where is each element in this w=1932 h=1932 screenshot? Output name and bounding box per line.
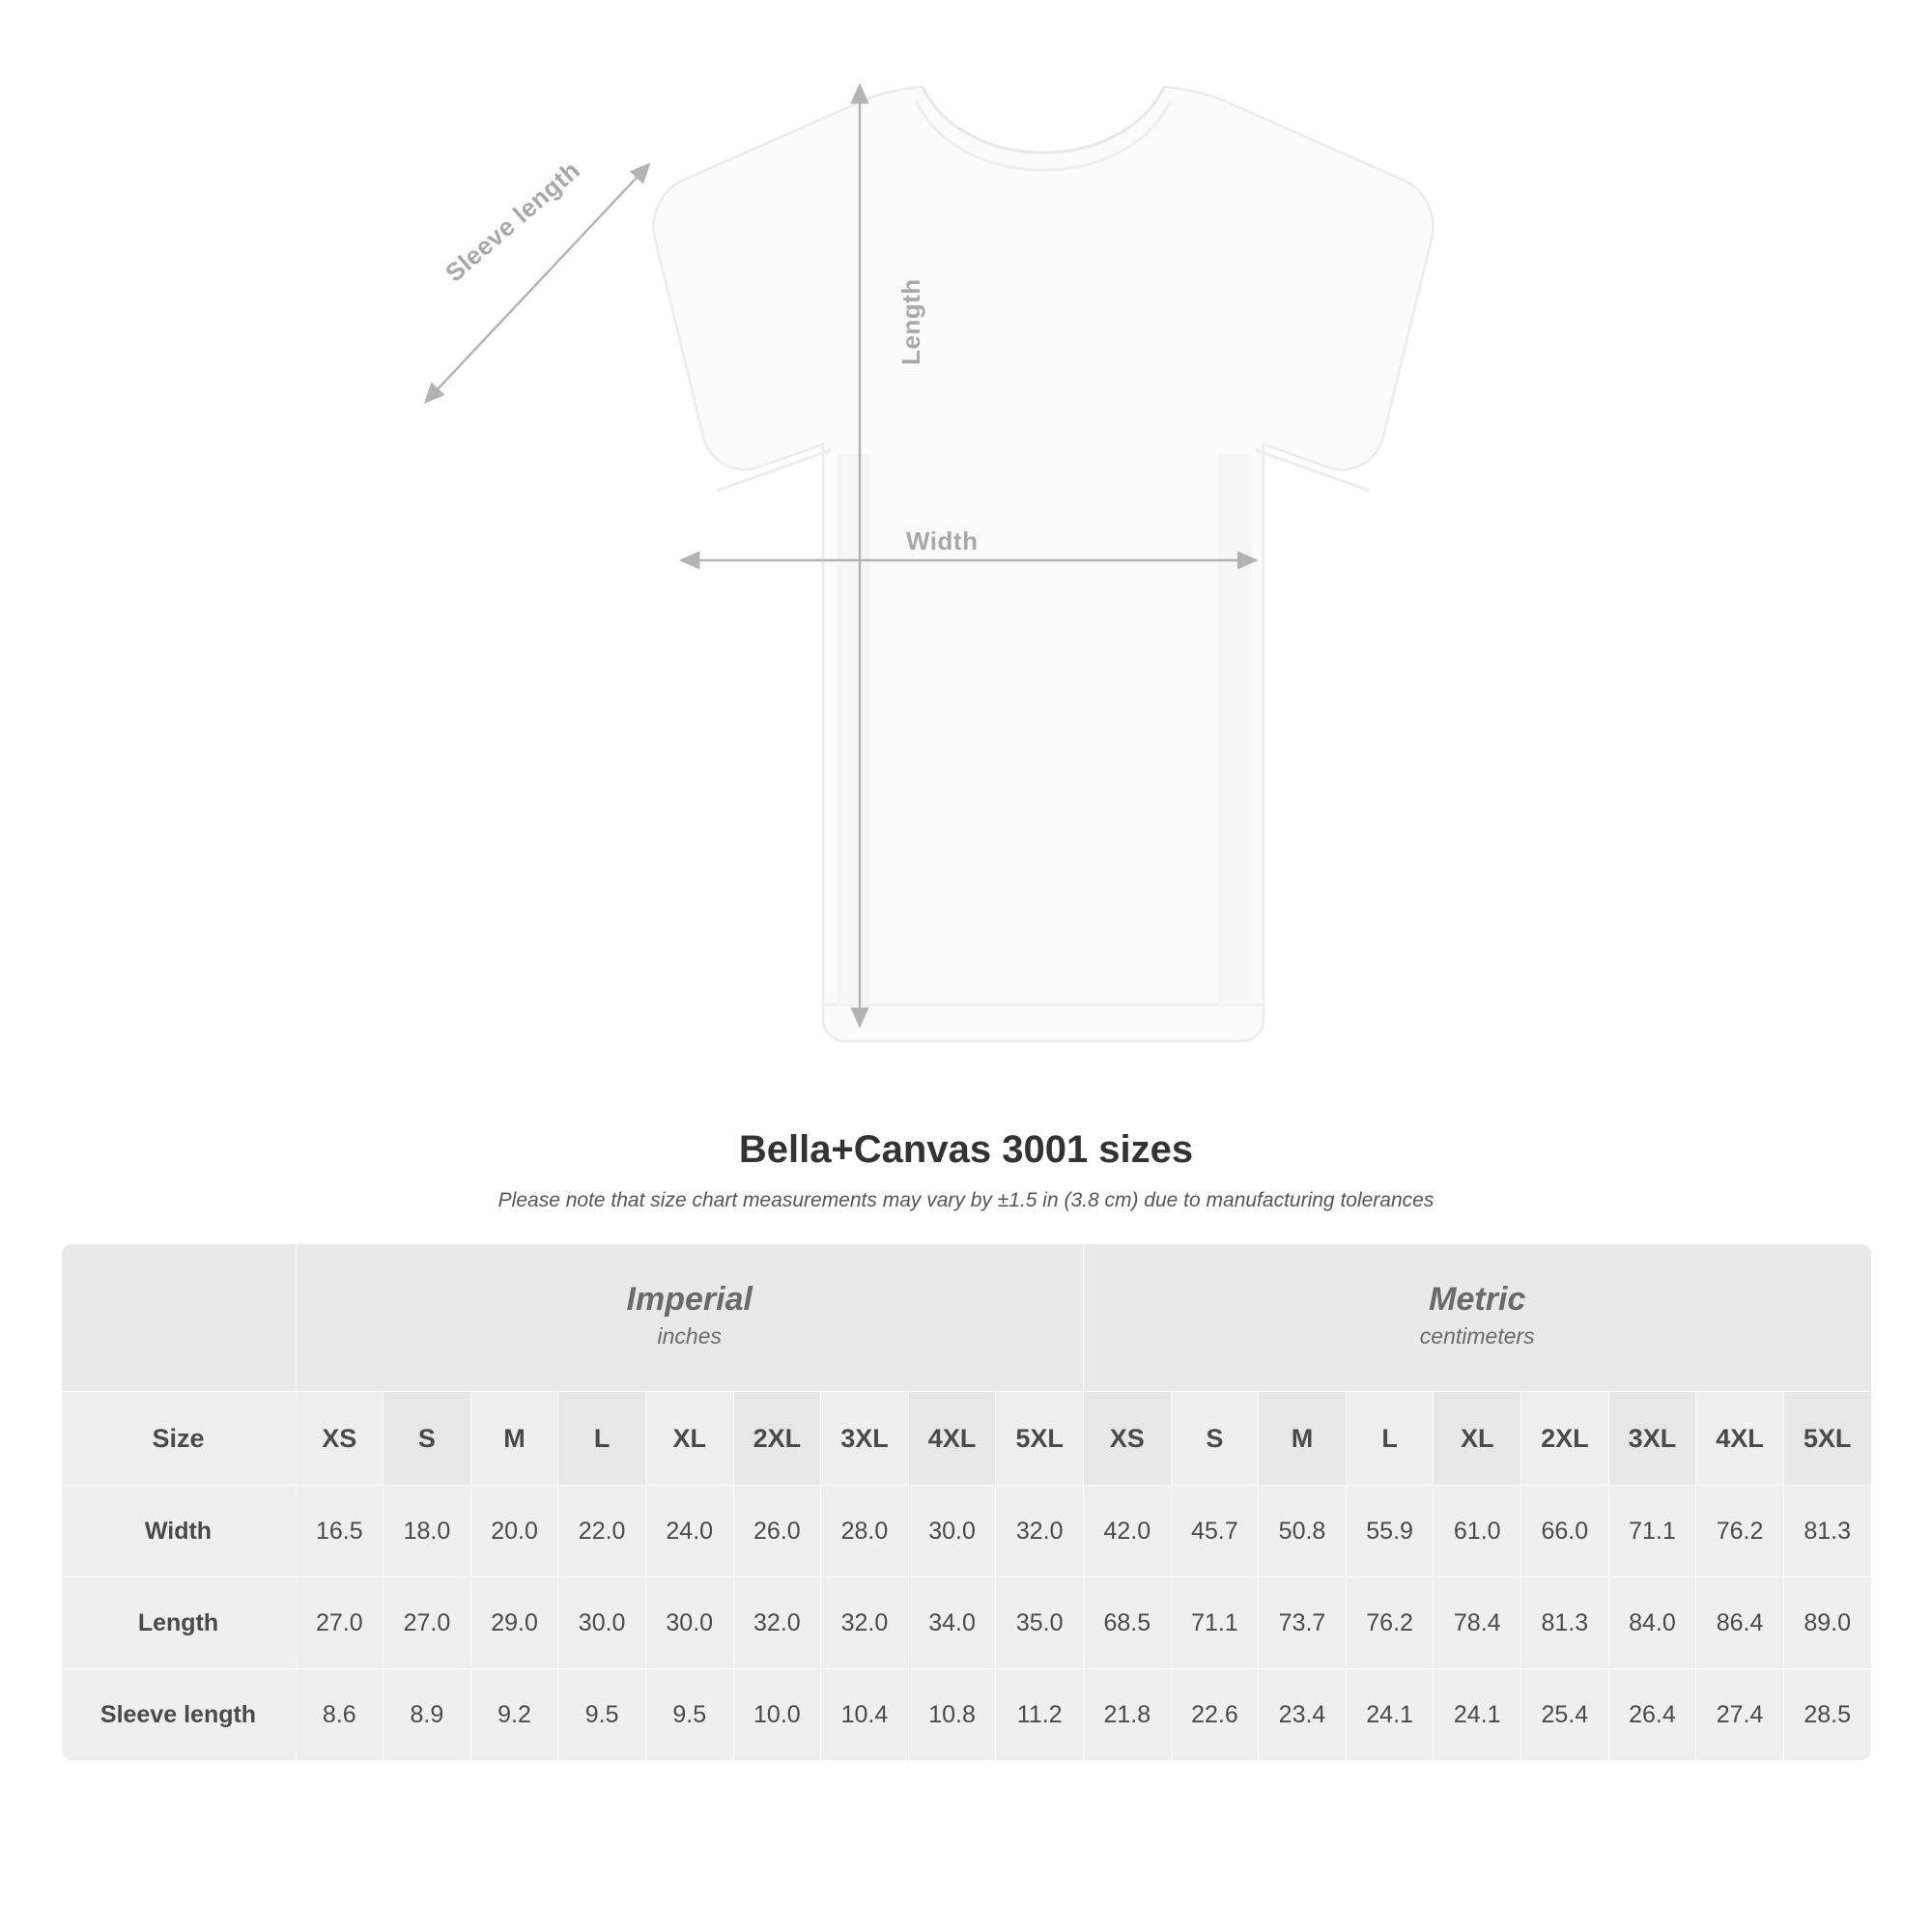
tolerance-note: Please note that size chart measurements may vary by ±1.5 in (3.8 cm) due to manufacturing tolerances	[497, 1189, 1435, 1211]
cell-sleeve-imperial-6: 10.4	[821, 1669, 909, 1761]
cell-length-metric-2: 73.7	[1259, 1577, 1347, 1669]
header-size-metric-8: 5XL	[1783, 1392, 1871, 1486]
cell-width-imperial-5: 26.0	[733, 1486, 821, 1577]
cell-length-imperial-7: 34.0	[908, 1577, 996, 1669]
cell-width-metric-4: 61.0	[1434, 1486, 1521, 1577]
cell-width-metric-0: 42.0	[1083, 1486, 1171, 1577]
table-row	[61, 1486, 1871, 1577]
cell-length-metric-5: 81.3	[1521, 1577, 1609, 1669]
cell-length-imperial-8: 35.0	[996, 1577, 1084, 1669]
cell-width-imperial-3: 22.0	[558, 1486, 646, 1577]
cell-length-imperial-0: 27.0	[296, 1577, 384, 1669]
cell-width-imperial-2: 20.0	[470, 1486, 558, 1577]
cell-width-metric-3: 55.9	[1346, 1486, 1434, 1577]
cell-width-metric-2: 50.8	[1259, 1486, 1347, 1577]
cell-sleeve-metric-5: 25.4	[1521, 1669, 1609, 1761]
table-row	[61, 1577, 1871, 1669]
header-size-imperial-5: 2XL	[733, 1392, 821, 1486]
cell-width-metric-8: 81.3	[1783, 1486, 1871, 1577]
cell-width-metric-1: 45.7	[1171, 1486, 1259, 1577]
header-size-metric-0: XS	[1083, 1392, 1171, 1486]
sleeve-length-label: Sleeve length	[440, 155, 586, 288]
cell-sleeve-imperial-1: 8.9	[384, 1669, 471, 1761]
header-size-imperial-3: L	[558, 1392, 646, 1486]
length-label: Length	[896, 278, 925, 365]
width-label: Width	[906, 526, 979, 555]
cell-length-metric-1: 71.1	[1171, 1577, 1259, 1669]
cell-length-imperial-3: 30.0	[558, 1577, 646, 1669]
cell-width-imperial-6: 28.0	[821, 1486, 909, 1577]
size-header-row	[61, 1392, 1871, 1486]
cell-length-imperial-6: 32.0	[821, 1577, 909, 1669]
cell-length-imperial-5: 32.0	[733, 1577, 821, 1669]
cell-sleeve-metric-8: 28.5	[1783, 1669, 1871, 1761]
group-metric-title: Metric	[1429, 1281, 1526, 1319]
table-row	[61, 1669, 1871, 1761]
header-size-metric-2: M	[1259, 1392, 1347, 1486]
header-size-metric-5: 2XL	[1521, 1392, 1609, 1486]
cell-sleeve-imperial-4: 9.5	[645, 1669, 733, 1761]
cell-width-imperial-1: 18.0	[384, 1486, 471, 1577]
cell-length-metric-6: 84.0	[1608, 1577, 1696, 1669]
header-size-metric-1: S	[1171, 1392, 1259, 1486]
cell-sleeve-metric-6: 26.4	[1608, 1669, 1696, 1761]
size-chart-table	[61, 1243, 1872, 1761]
row-label-sleeve-length: Sleeve length	[61, 1669, 296, 1761]
cell-sleeve-metric-4: 24.1	[1434, 1669, 1521, 1761]
cell-sleeve-imperial-5: 10.0	[733, 1669, 821, 1761]
row-label-length: Length	[61, 1577, 296, 1669]
cell-length-metric-3: 76.2	[1346, 1577, 1434, 1669]
header-size-metric-6: 3XL	[1608, 1392, 1696, 1486]
cell-width-imperial-0: 16.5	[296, 1486, 384, 1577]
header-size-imperial-7: 4XL	[908, 1392, 996, 1486]
cell-length-metric-4: 78.4	[1434, 1577, 1521, 1669]
header-size-metric-3: L	[1346, 1392, 1434, 1486]
group-imperial	[296, 1244, 1083, 1392]
cell-sleeve-metric-2: 23.4	[1259, 1669, 1347, 1761]
row-label-width: Width	[61, 1486, 296, 1577]
cell-sleeve-metric-7: 27.4	[1696, 1669, 1784, 1761]
header-size-imperial-1: S	[384, 1392, 471, 1486]
shirt-shape	[654, 87, 1434, 1041]
header-size-metric-7: 4XL	[1696, 1392, 1784, 1486]
cell-width-metric-6: 71.1	[1608, 1486, 1696, 1577]
page-title: Bella+Canvas 3001 sizes	[738, 1128, 1194, 1171]
cell-width-metric-7: 76.2	[1696, 1486, 1784, 1577]
cell-sleeve-metric-0: 21.8	[1083, 1669, 1171, 1761]
header-size-imperial-2: M	[470, 1392, 558, 1486]
group-imperial-title: Imperial	[626, 1281, 753, 1319]
cell-sleeve-imperial-3: 9.5	[558, 1669, 646, 1761]
header-size-imperial-6: 3XL	[821, 1392, 909, 1486]
cell-sleeve-imperial-8: 11.2	[996, 1669, 1084, 1761]
header-size-metric-4: XL	[1434, 1392, 1521, 1486]
cell-length-imperial-2: 29.0	[470, 1577, 558, 1669]
cell-length-metric-7: 86.4	[1696, 1577, 1784, 1669]
cell-sleeve-imperial-7: 10.8	[908, 1669, 996, 1761]
header-size-imperial-8: 5XL	[996, 1392, 1084, 1486]
cell-sleeve-imperial-2: 9.2	[470, 1669, 558, 1761]
cell-length-imperial-4: 30.0	[645, 1577, 733, 1669]
cell-width-imperial-7: 30.0	[908, 1486, 996, 1577]
group-imperial-subtitle: inches	[657, 1323, 722, 1350]
cell-width-metric-5: 66.0	[1521, 1486, 1609, 1577]
unit-group-row	[61, 1244, 1871, 1392]
cell-sleeve-imperial-0: 8.6	[296, 1669, 384, 1761]
header-size-imperial-0: XS	[296, 1392, 384, 1486]
cell-width-imperial-4: 24.0	[645, 1486, 733, 1577]
group-metric-subtitle: centimeters	[1419, 1323, 1535, 1350]
cell-length-imperial-1: 27.0	[384, 1577, 471, 1669]
cell-width-imperial-8: 32.0	[996, 1486, 1084, 1577]
cell-sleeve-metric-1: 22.6	[1171, 1669, 1259, 1761]
header-size: Size	[61, 1392, 296, 1486]
header-size-imperial-4: XL	[645, 1392, 733, 1486]
cell-length-metric-0: 68.5	[1083, 1577, 1171, 1669]
size-table-wrapper	[61, 1243, 1872, 1761]
cell-sleeve-metric-3: 24.1	[1346, 1669, 1434, 1761]
cell-length-metric-8: 89.0	[1783, 1577, 1871, 1669]
group-metric	[1083, 1244, 1871, 1392]
title-block	[0, 1128, 1932, 1212]
group-row-spacer	[61, 1244, 296, 1392]
